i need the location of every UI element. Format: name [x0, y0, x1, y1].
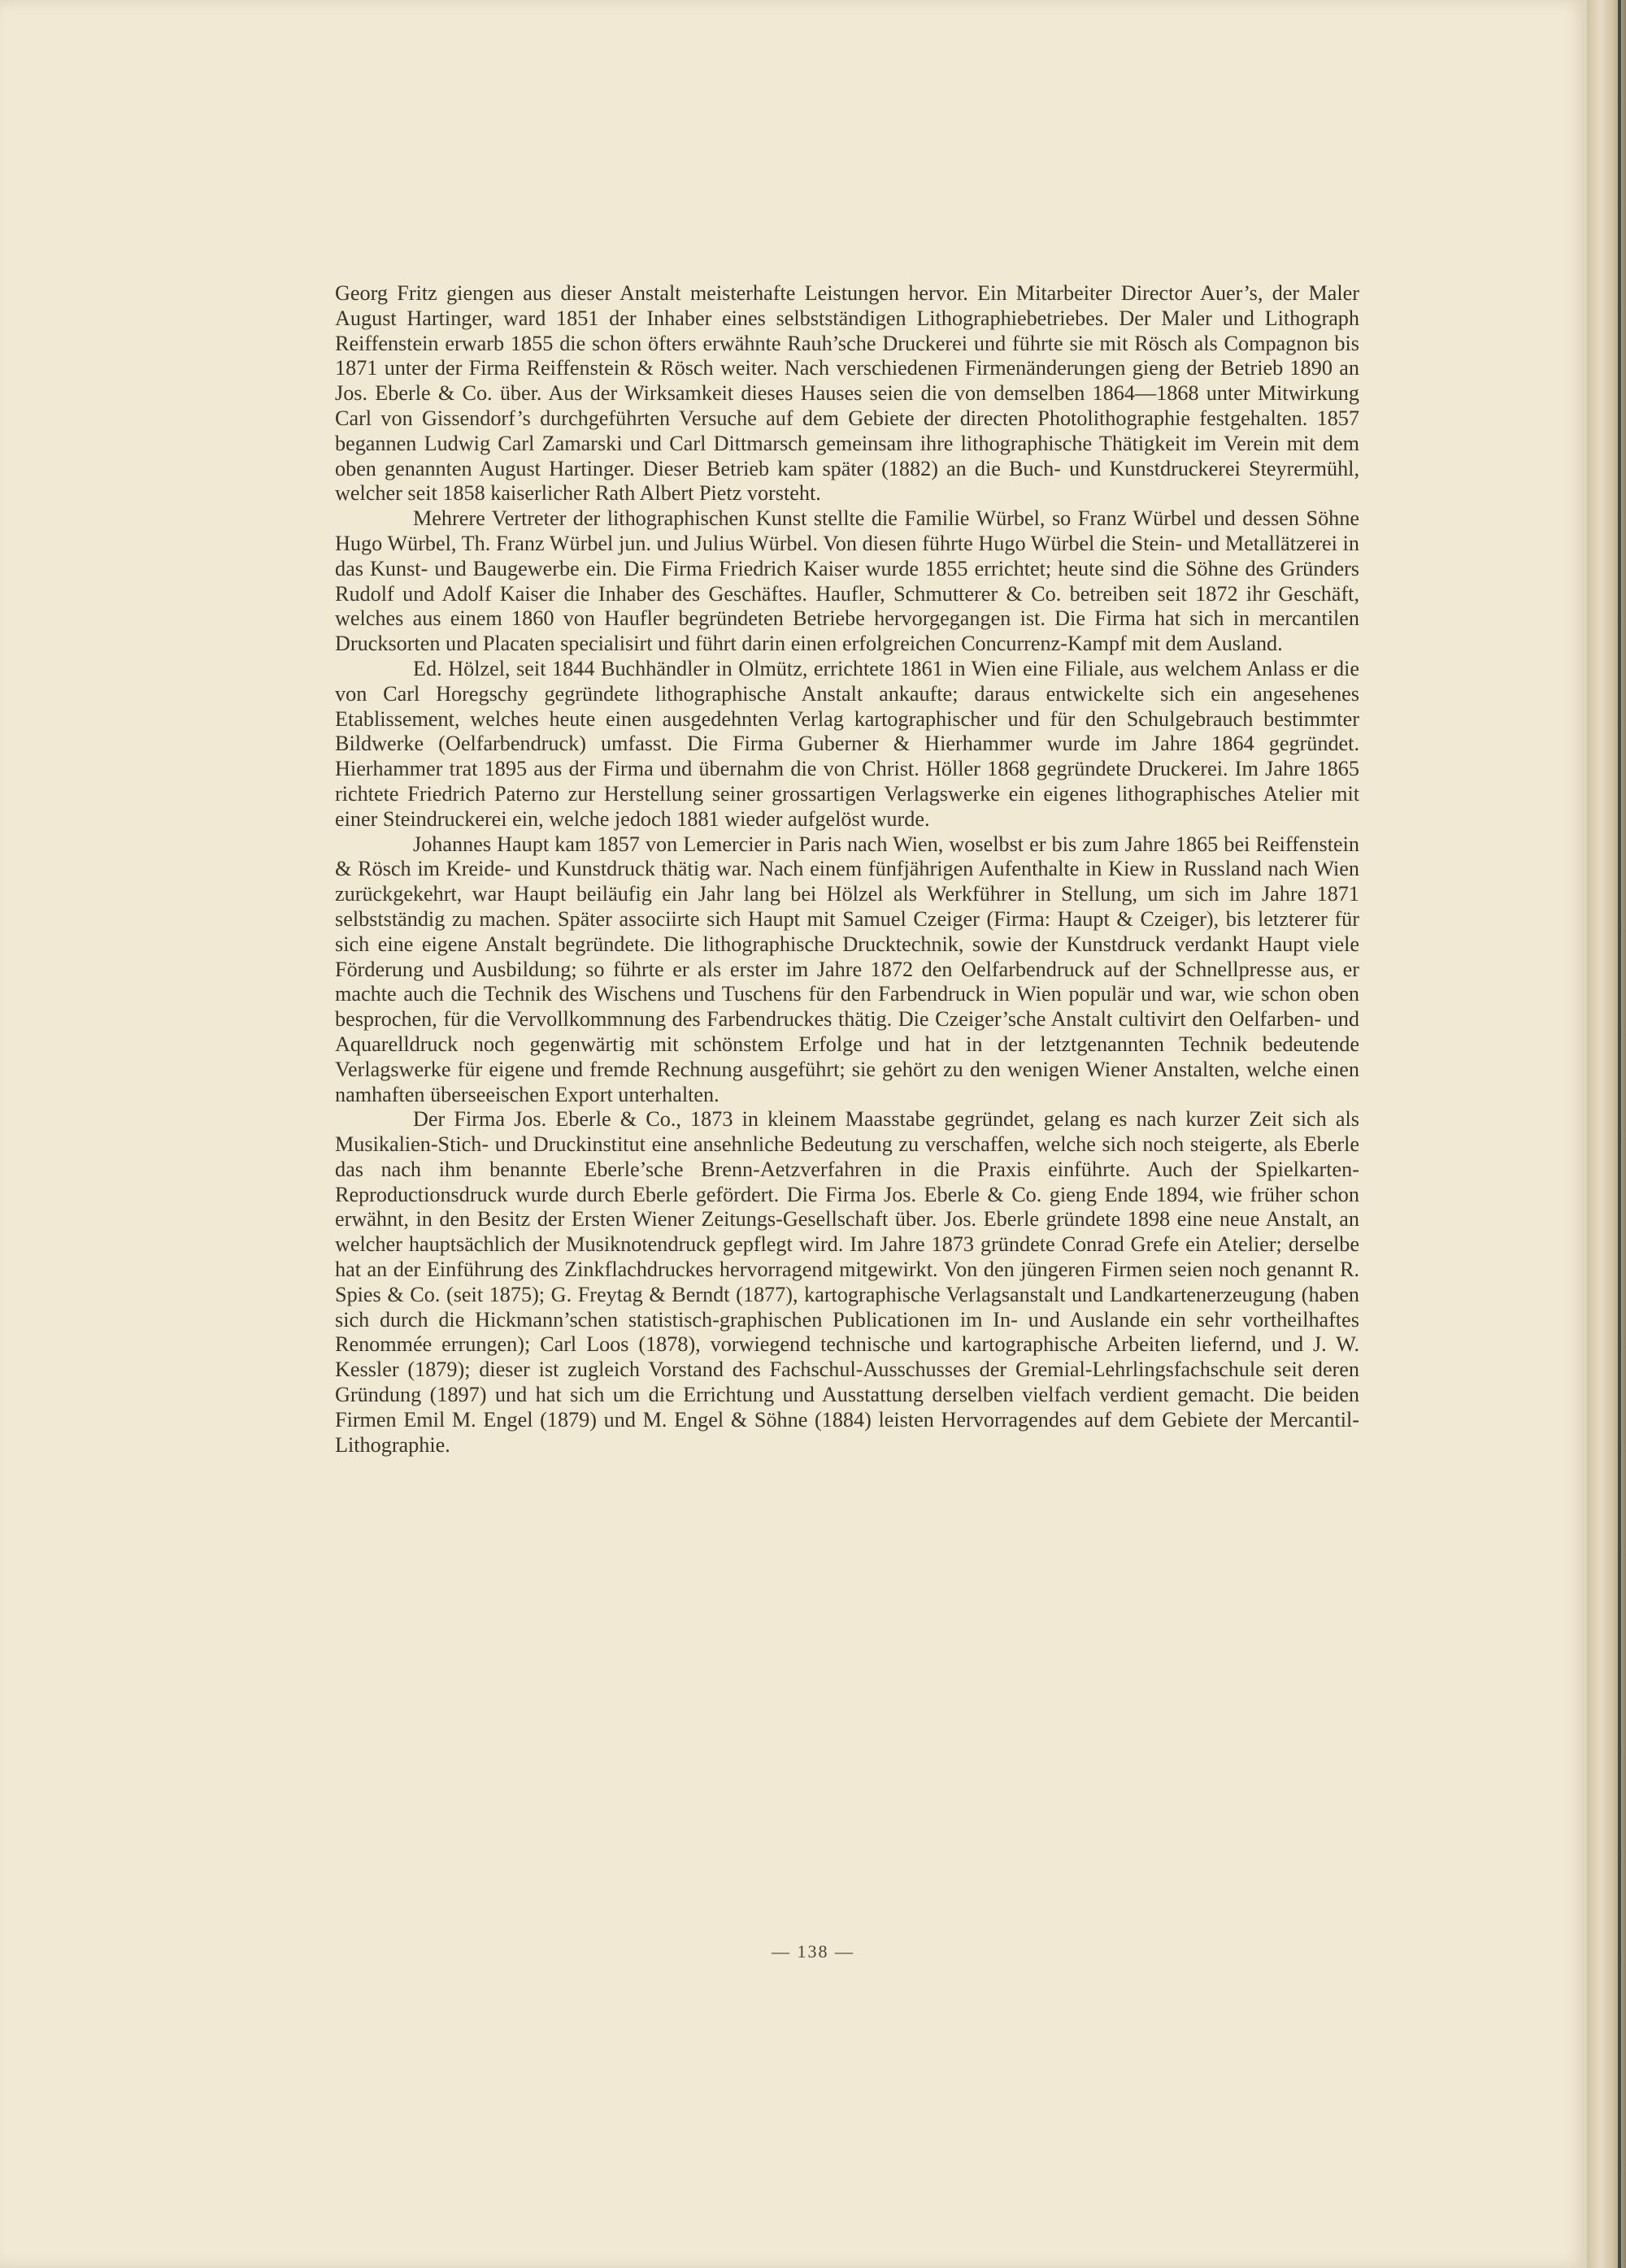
body-text	[335, 281, 1359, 1458]
paragraph-1: Georg Fritz giengen aus dieser Anstalt meisterhafte Leistungen hervor. Ein Mitarbeiter Director Auer’s, der Maler August Hartinger, ward 1851 der Inhaber eines selbstständigen Lithographiebetriebes. Der Maler und Lithograph Reiffenstein erwarb 1855 die schon öfters erwähnte Rauh’sche Druckerei und führte sie mit Rösch als Compagnon bis 1871 unter der Firma Reiffenstein & Rösch weiter. Nach verschiedenen Firmenänderungen gieng der Betrieb 1890 an Jos. Eberle & Co. über. Aus der Wirksamkeit dieses Hauses seien die von demselben 1864—1868 unter Mitwirkung Carl von Gissendorf’s durchgeführten Versuche auf dem Gebiete der directen Photolithographie festgehalten. 1857 begannen Ludwig Carl Zamarski und Carl Dittmarsch gemeinsam ihre lithographische Thätigkeit im Verein mit dem oben genannten August Hartinger. Dieser Betrieb kam später (1882) an die Buch- und Kunstdruckerei Steyrermühl, welcher seit 1858 kaiserlicher Rath Albert Pietz vorsteht.	[335, 281, 1359, 506]
paragraph-3: Ed. Hölzel, seit 1844 Buchhändler in Olmütz, errichtete 1861 in Wien eine Filiale, aus welchem Anlass er die von Carl Horegschy gegründete lithographische Anstalt ankaufte; daraus entwickelte sich ein angesehenes Etablissement, welches heute einen ausgedehnten Verlag kartographischer und für den Schulgebrauch bestimmter Bildwerke (Oelfarbendruck) umfasst. Die Firma Guberner & Hierhammer wurde im Jahre 1864 gegründet. Hierhammer trat 1895 aus der Firma und übernahm die von Christ. Höller 1868 gegründete Druckerei. Im Jahre 1865 richtete Friedrich Paterno zur Herstellung seiner grossartigen Verlagswerke ein eigenes lithographisches Atelier mit einer Steindruckerei ein, welche jedoch 1881 wieder aufgelöst wurde.	[335, 656, 1359, 831]
spine-edge	[1618, 0, 1621, 2268]
book-spine	[1587, 0, 1626, 2268]
paragraph-5: Der Firma Jos. Eberle & Co., 1873 in kleinem Maasstabe gegründet, gelang es nach kurzer Zeit sich als Musikalien-Stich- und Druckinstitut eine ansehnliche Bedeutung zu verschaffen, welche sich noch steigerte, als Eberle das nach ihm benannte Eberle’sche Brenn-Aetzverfahren in die Praxis einführte. Auch der Spielkarten-Reproductionsdruck wurde durch Eberle gefördert. Die Firma Jos. Eberle & Co. gieng Ende 1894, wie früher schon erwähnt, in den Besitz der Ersten Wiener Zeitungs-Gesellschaft über. Jos. Eberle gründete 1898 eine neue Anstalt, an welcher hauptsächlich der Musiknotendruck gepflegt wird. Im Jahre 1873 gründete Conrad Grefe ein Atelier; derselbe hat an der Einführung des Zinkflachdruckes hervorragend mitgewirkt. Von den jüngeren Firmen seien noch genannt R. Spies & Co. (seit 1875); G. Freytag & Berndt (1877), kartographische Verlagsanstalt und Landkartenerzeugung (haben sich durch die Hickmann’schen statistisch-graphischen Publicationen im In- und Auslande ein sehr vortheilhaftes Renommée errungen); Carl Loos (1878), vorwiegend technische und kartographische Arbeiten liefernd, und J. W. Kessler (1879); dieser ist zugleich Vorstand des Fachschul-Ausschusses der Gremial-Lehrlingsfachschule seit deren Gründung (1897) und hat sich um die Errichtung und Ausstattung derselben vielfach verdient gemacht. Die beiden Firmen Emil M. Engel (1879) und M. Engel & Söhne (1884) leisten Hervorragendes auf dem Gebiete der Mercantil-Lithographie.	[335, 1107, 1359, 1457]
page-number: — 138 —	[772, 1941, 854, 1962]
paragraph-2: Mehrere Vertreter der lithographischen Kunst stellte die Familie Würbel, so Franz Würbel und dessen Söhne Hugo Würbel, Th. Franz Würbel jun. und Julius Würbel. Von diesen führte Hugo Würbel die Stein- und Metallätzerei in das Kunst- und Baugewerbe ein. Die Firma Friedrich Kaiser wurde 1855 errichtet; heute sind die Söhne des Gründers Rudolf und Adolf Kaiser die Inhaber des Geschäftes. Haufler, Schmutterer & Co. betreiben seit 1872 ihr Geschäft, welches aus einem 1860 von Haufler begründeten Betriebe hervorgegangen ist. Die Firma hat sich in mercantilen Drucksorten und Placaten specialisirt und führt darin einen erfolgreichen Concurrenz-Kampf mit dem Ausland.	[335, 506, 1359, 656]
paragraph-4: Johannes Haupt kam 1857 von Lemercier in Paris nach Wien, woselbst er bis zum Jahre 1865 bei Reiffenstein & Rösch im Kreide- und Kunstdruck thätig war. Nach einem fünfjährigen Aufenthalte in Kiew in Russland nach Wien zurückgekehrt, war Haupt beiläufig ein Jahr lang bei Hölzel als Werkführer in Stellung, um sich im Jahre 1871 selbstständig zu machen. Später associirte sich Haupt mit Samuel Czeiger (Firma: Haupt & Czeiger), bis letzterer für sich eine eigene Anstalt begründete. Die lithographische Drucktechnik, sowie der Kunstdruck verdankt Haupt viele Förderung und Ausbildung; so führte er als erster im Jahre 1872 den Oelfarbendruck auf der Schnellpresse aus, er machte auch die Technik des Wischens und Tuschens für den Farbendruck in Wien populär und war, wie schon oben besprochen, für die Vervollkommnung des Farbendruckes thätig. Die Czeiger’sche Anstalt cultivirt den Oelfarben- und Aquarelldruck noch gegenwärtig mit schönstem Erfolge und hat in der letztgenannten Technik bedeutende Verlagswerke für eigene und fremde Rechnung ausgeführt; sie gehört zu den wenigen Wiener Anstalten, welche einen namhaften überseeischen Export unterhalten.	[335, 832, 1359, 1106]
